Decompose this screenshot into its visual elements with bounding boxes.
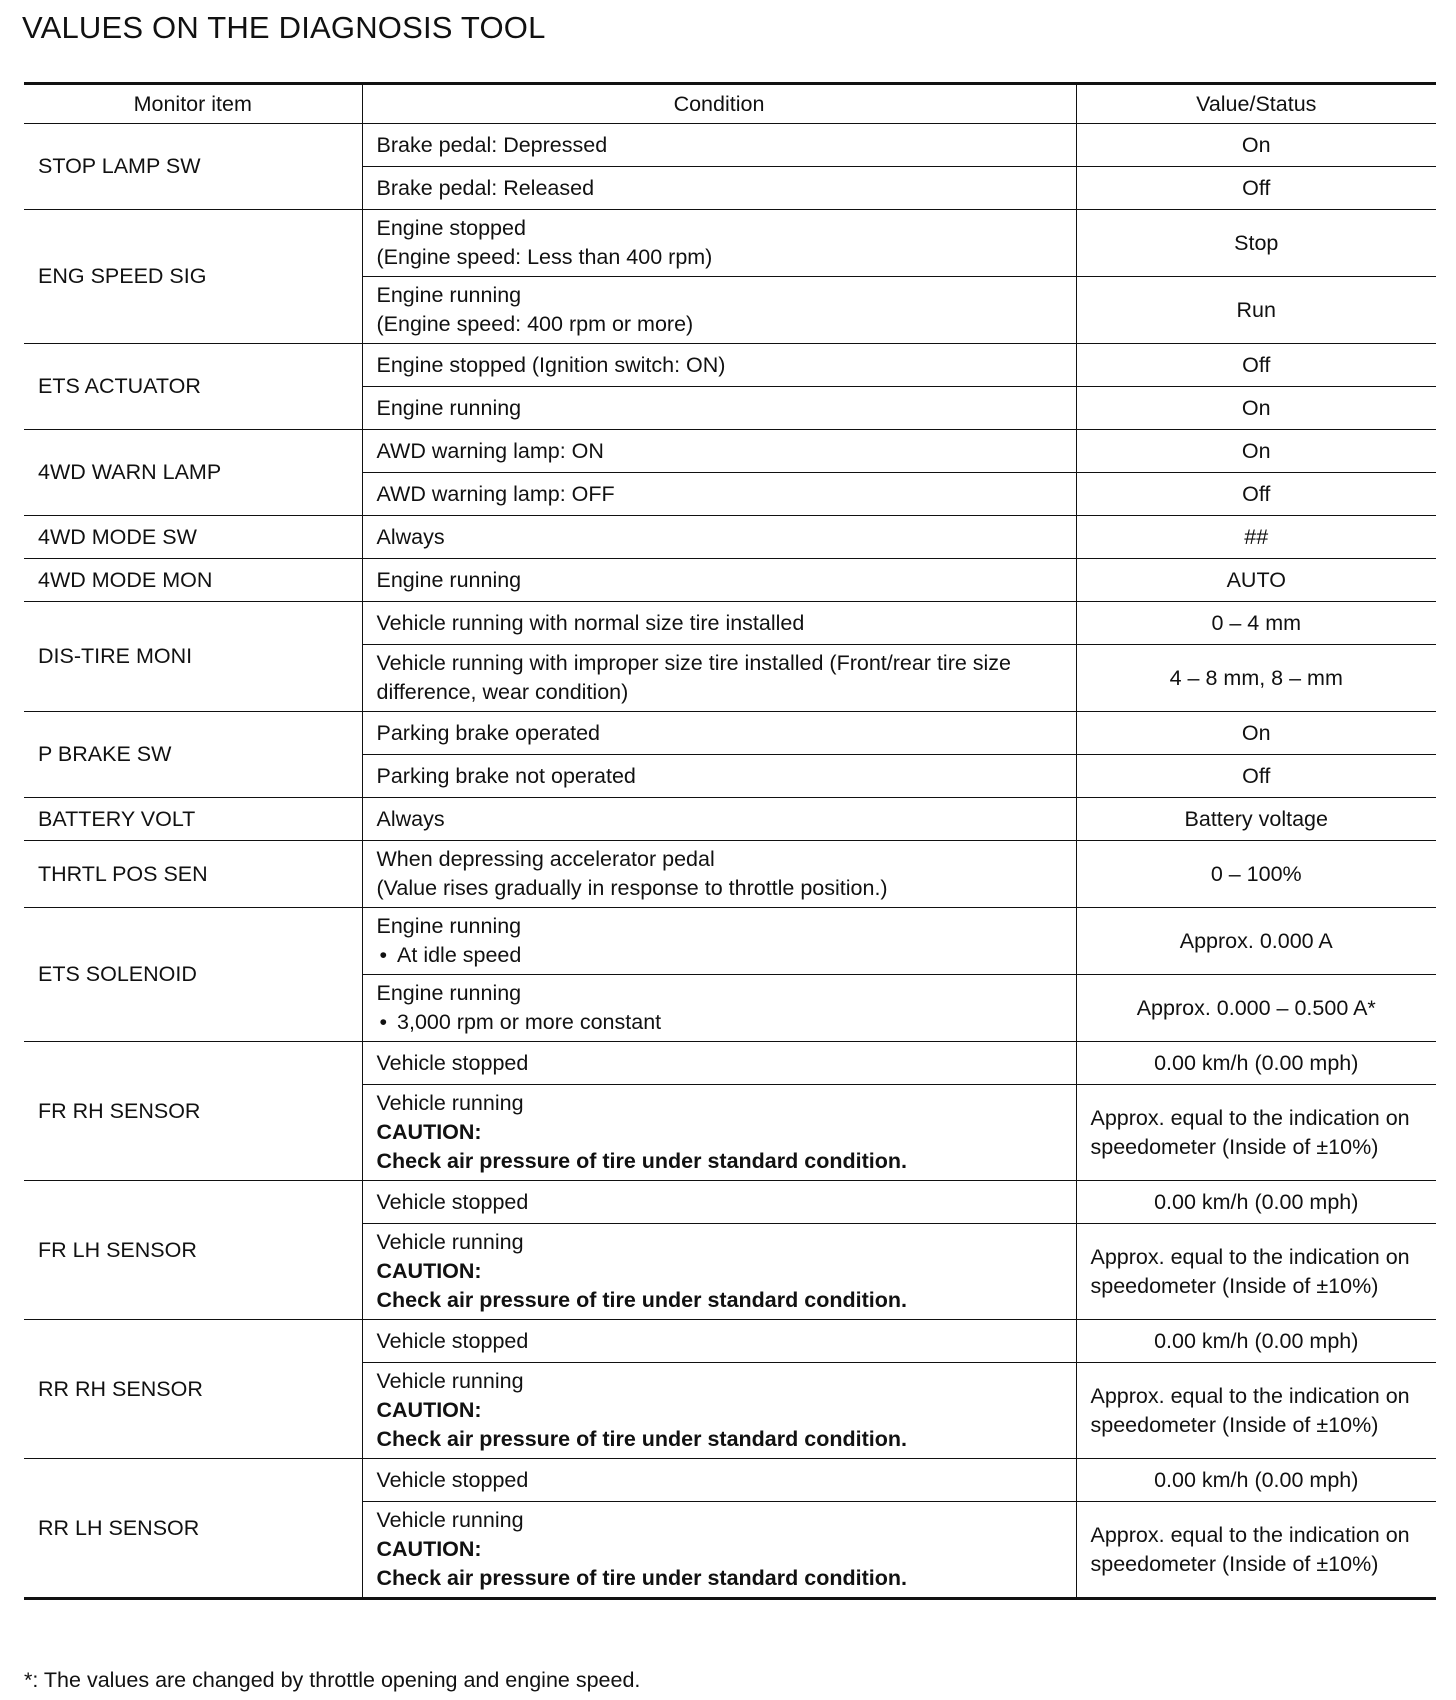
condition-cell [362,210,1076,277]
caution-label: CAUTION: [376,1537,482,1561]
monitor-item: 4WD WARN LAMP [24,430,362,516]
condition-line: (Engine speed: Less than 400 rpm) [376,245,713,269]
condition-line: Engine running [376,914,522,938]
condition-line: (Value rises gradually in response to throttle position.) [376,876,888,900]
value-cell: Off [1076,344,1436,387]
table-row [24,908,1436,975]
condition-line: Engine running [376,981,522,1005]
monitor-item: STOP LAMP SW [24,124,362,210]
monitor-item: FR LH SENSOR [24,1181,362,1320]
diagnosis-values-table [24,82,1436,1600]
condition-line: Vehicle running [376,1369,524,1393]
caution-label: CAUTION: [376,1398,482,1422]
value-cell: On [1076,712,1436,755]
table-row [24,210,1436,277]
condition-cell: Vehicle stopped [362,1459,1076,1502]
condition-line: Vehicle running [376,1091,524,1115]
monitor-item: P BRAKE SW [24,712,362,798]
value-cell: Off [1076,473,1436,516]
table-row [24,430,1436,473]
caution-text: Check air pressure of tire under standard condition. [376,1427,907,1451]
value-cell: AUTO [1076,559,1436,602]
value-cell: Run [1076,277,1436,344]
value-cell: On [1076,430,1436,473]
condition-line: Engine running [376,283,522,307]
caution-text: Check air pressure of tire under standard condition. [376,1566,907,1590]
condition-bullet: • At idle speed [377,941,1062,970]
condition-cell [362,1224,1076,1320]
condition-cell: Vehicle running with normal size tire installed [362,602,1076,645]
condition-line: Vehicle running [376,1230,524,1254]
monitor-item: RR LH SENSOR [24,1459,362,1599]
table-row [24,124,1436,167]
condition-cell: Vehicle running with improper size tire installed (Front/rear tire size difference, wear condition) [362,645,1076,712]
condition-cell: Always [362,516,1076,559]
condition-cell: Vehicle stopped [362,1320,1076,1363]
condition-cell [362,277,1076,344]
footnote: *: The values are changed by throttle opening and engine speed. [24,1668,641,1692]
table-row [24,712,1436,755]
value-cell: 0.00 km/h (0.00 mph) [1076,1320,1436,1363]
condition-cell: Parking brake not operated [362,755,1076,798]
table-row [24,841,1436,908]
condition-cell: Engine stopped (Ignition switch: ON) [362,344,1076,387]
monitor-item: ETS SOLENOID [24,908,362,1042]
caution-label: CAUTION: [376,1259,482,1283]
header-condition: Condition [362,84,1076,124]
monitor-item: DIS-TIRE MONI [24,602,362,712]
condition-cell: Engine running [362,387,1076,430]
table-header-row [24,84,1436,124]
monitor-item: FR RH SENSOR [24,1042,362,1181]
condition-bullet: • 3,000 rpm or more constant [377,1008,1062,1037]
condition-cell: Always [362,798,1076,841]
table-row [24,559,1436,602]
table-row [24,1042,1436,1085]
table-row [24,798,1436,841]
value-cell: 0.00 km/h (0.00 mph) [1076,1042,1436,1085]
condition-cell: Brake pedal: Released [362,167,1076,210]
table-row [24,602,1436,645]
monitor-item: BATTERY VOLT [24,798,362,841]
condition-cell [362,1502,1076,1599]
condition-cell: Brake pedal: Depressed [362,124,1076,167]
condition-cell [362,1363,1076,1459]
value-cell: ## [1076,516,1436,559]
value-cell: Approx. equal to the indication on speedometer (Inside of ±10%) [1076,1085,1436,1181]
value-cell: Battery voltage [1076,798,1436,841]
monitor-item: RR RH SENSOR [24,1320,362,1459]
table-row [24,1181,1436,1224]
condition-cell: Vehicle stopped [362,1042,1076,1085]
condition-line: Vehicle running [376,1508,524,1532]
condition-cell [362,1085,1076,1181]
value-cell: 0.00 km/h (0.00 mph) [1076,1181,1436,1224]
value-cell: 0 – 4 mm [1076,602,1436,645]
value-cell: On [1076,124,1436,167]
page-title: VALUES ON THE DIAGNOSIS TOOL [22,10,546,45]
monitor-item: ENG SPEED SIG [24,210,362,344]
condition-cell: Vehicle stopped [362,1181,1076,1224]
condition-cell: Engine running [362,559,1076,602]
condition-line: (Engine speed: 400 rpm or more) [376,312,694,336]
monitor-item: ETS ACTUATOR [24,344,362,430]
value-cell: 4 – 8 mm, 8 – mm [1076,645,1436,712]
condition-cell [362,841,1076,908]
condition-cell [362,908,1076,975]
condition-cell: Parking brake operated [362,712,1076,755]
value-cell: Approx. 0.000 A [1076,908,1436,975]
table-row [24,1459,1436,1502]
monitor-item: 4WD MODE MON [24,559,362,602]
value-cell: Off [1076,167,1436,210]
value-cell: 0 – 100% [1076,841,1436,908]
condition-cell [362,975,1076,1042]
caution-label: CAUTION: [376,1120,482,1144]
value-cell: Approx. equal to the indication on speedometer (Inside of ±10%) [1076,1363,1436,1459]
caution-text: Check air pressure of tire under standard condition. [376,1288,907,1312]
value-cell: On [1076,387,1436,430]
table-row [24,516,1436,559]
caution-text: Check air pressure of tire under standard condition. [376,1149,907,1173]
condition-cell: AWD warning lamp: ON [362,430,1076,473]
condition-line: Engine stopped [376,216,526,240]
value-cell: Approx. equal to the indication on speedometer (Inside of ±10%) [1076,1224,1436,1320]
monitor-item: THRTL POS SEN [24,841,362,908]
value-cell: 0.00 km/h (0.00 mph) [1076,1459,1436,1502]
value-cell: Approx. equal to the indication on speedometer (Inside of ±10%) [1076,1502,1436,1599]
table-row [24,1320,1436,1363]
monitor-item: 4WD MODE SW [24,516,362,559]
value-cell: Stop [1076,210,1436,277]
header-value-status: Value/Status [1076,84,1436,124]
condition-cell: AWD warning lamp: OFF [362,473,1076,516]
value-cell: Off [1076,755,1436,798]
table-row [24,344,1436,387]
header-monitor-item: Monitor item [24,84,362,124]
value-cell: Approx. 0.000 – 0.500 A* [1076,975,1436,1042]
condition-line: When depressing accelerator pedal [376,847,715,871]
